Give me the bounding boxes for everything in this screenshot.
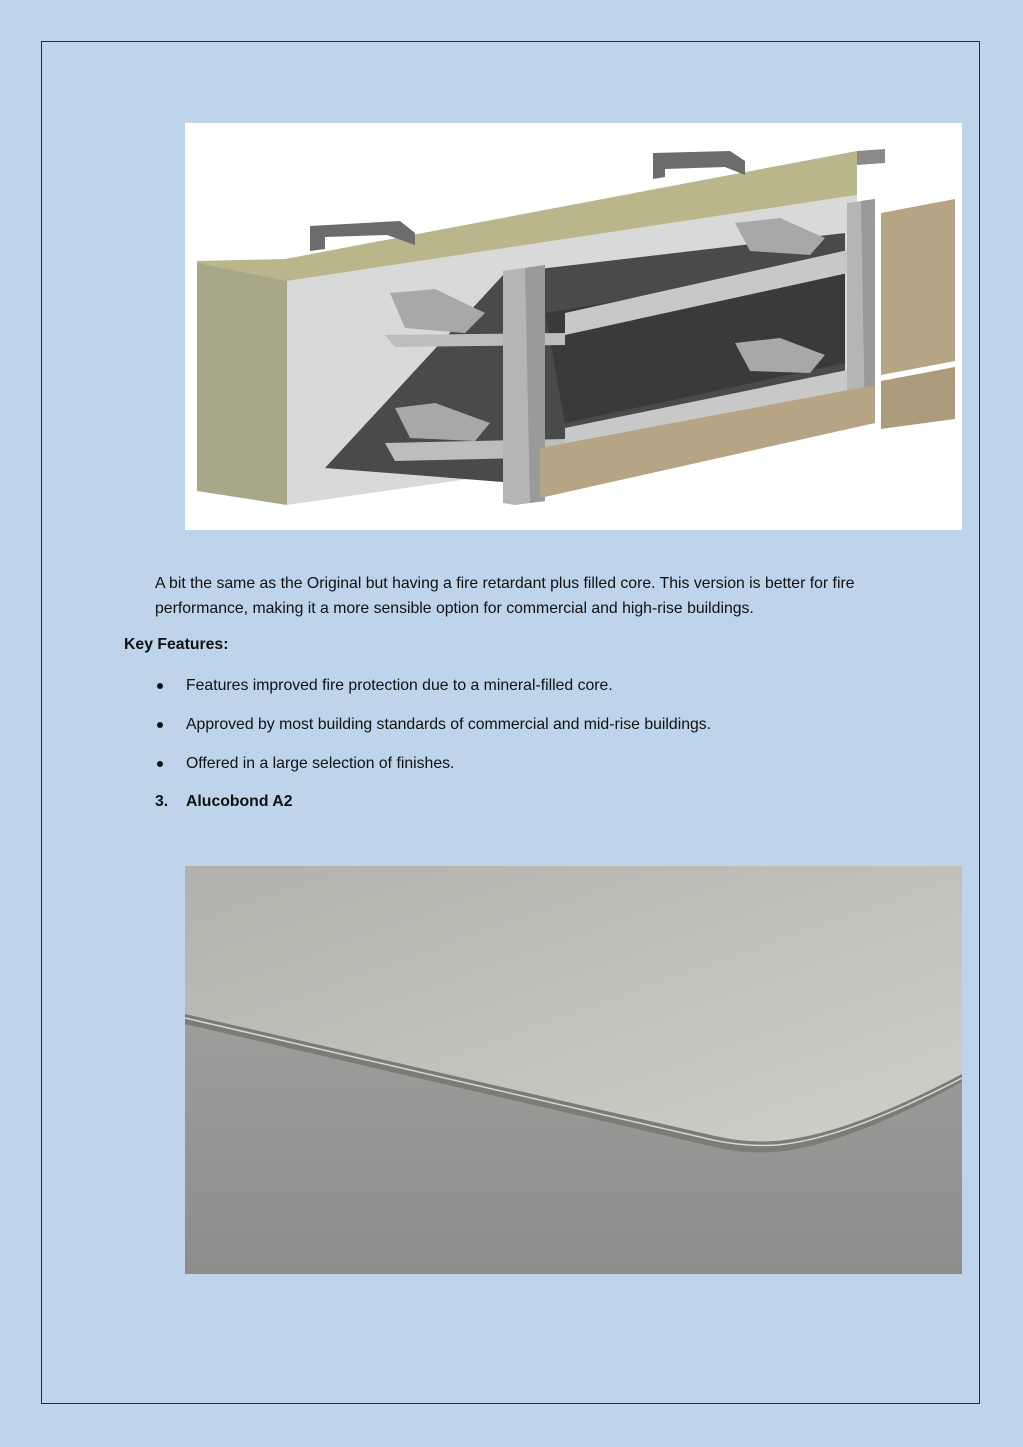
panel-edge-photo <box>185 866 962 1274</box>
section-number: 3. <box>155 793 169 810</box>
bullet-icon <box>157 722 163 728</box>
panel-edge-drawing <box>185 866 962 1274</box>
cladding-system-drawing <box>185 123 962 530</box>
list-item-text: Features improved fire protection due to a mineral-filled core. <box>186 677 613 694</box>
list-item-text: Approved by most building standards of commercial and mid-rise buildings. <box>186 716 712 733</box>
section-title: Alucobond A2 <box>186 793 293 810</box>
intro-paragraph: A bit the same as the Original but having a fire retardant plus filled core. This version is better for fire performance, making it a more sensible option for commercial and high-rise buildings. <box>155 575 855 617</box>
list-item-text: Offered in a large selection of finishes. <box>186 755 455 772</box>
cladding-system-illustration <box>185 123 962 530</box>
key-features-heading: Key Features: <box>124 636 229 653</box>
bullet-icon <box>157 683 163 689</box>
section-heading-alucobond-a2 <box>155 790 292 814</box>
bullet-icon <box>157 761 163 767</box>
